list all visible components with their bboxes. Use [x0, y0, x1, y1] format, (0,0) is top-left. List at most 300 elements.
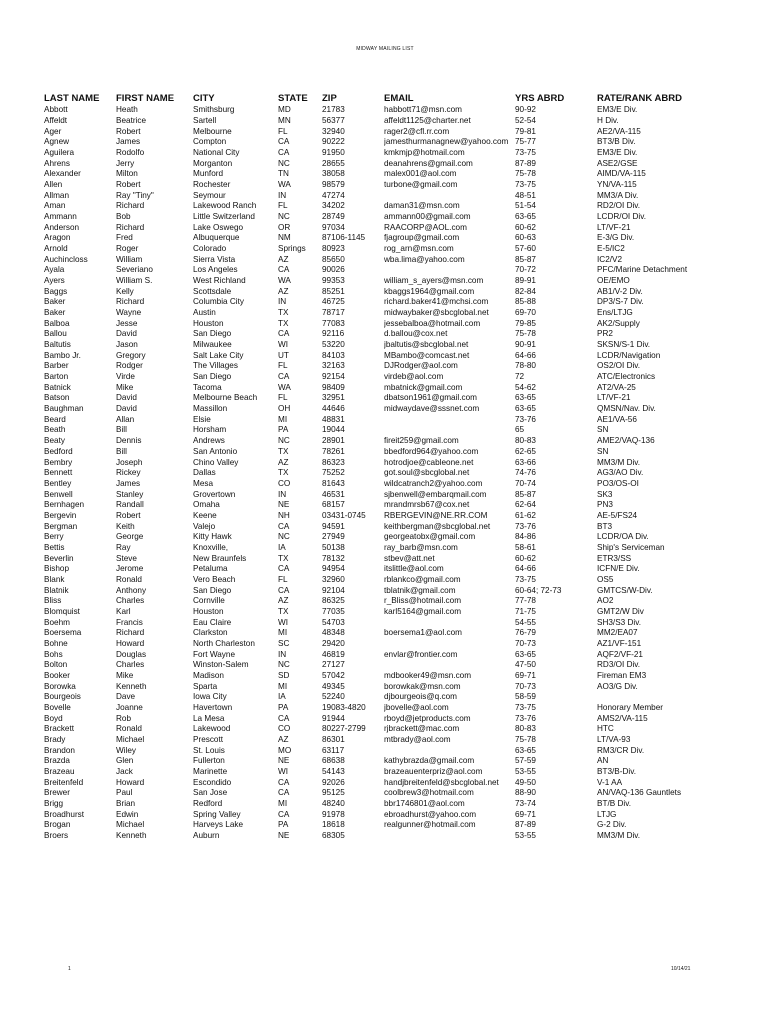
zip-cell: 28749	[322, 212, 345, 222]
yrs-abrd-cell: 63-65	[515, 745, 536, 755]
page-number: 1	[68, 966, 71, 972]
zip-cell: 57042	[322, 670, 345, 680]
first-name-cell: Milton	[116, 169, 138, 179]
city-cell: Compton	[193, 137, 227, 147]
rate-rank-cell: ETR3/SS	[597, 553, 632, 563]
first-name-cell: Jesse	[116, 318, 138, 328]
first-name-cell: James	[116, 137, 141, 147]
yrs-abrd-cell: 69-71	[515, 670, 536, 680]
state-cell: UT	[278, 350, 289, 360]
state-cell: TX	[278, 468, 289, 478]
table-row	[44, 404, 734, 415]
rate-rank-cell: Ens/LTJG	[597, 308, 633, 318]
rate-rank-cell: RD2/OI Div.	[597, 201, 641, 211]
zip-cell: 19044	[322, 425, 345, 435]
last-name-cell: Abbott	[44, 105, 68, 115]
rate-rank-cell: MM3/M Div.	[597, 457, 641, 467]
first-name-cell: Kenneth	[116, 681, 147, 691]
city-cell: San Jose	[193, 788, 228, 798]
state-cell: TN	[278, 169, 289, 179]
rate-rank-cell: RM3/CR Div.	[597, 745, 645, 755]
first-name-cell: Howard	[116, 638, 145, 648]
city-cell: Massillon	[193, 404, 228, 414]
email-cell: kmkmjp@hotmail.com	[384, 148, 465, 158]
email-cell: got.soul@sbcglobal.net	[384, 468, 470, 478]
last-name-cell: Barton	[44, 372, 69, 382]
table-row	[44, 617, 734, 628]
header-yrs-abrd: YRS ABRD	[515, 93, 565, 104]
rate-rank-cell: AE-5/FS24	[597, 510, 638, 520]
first-name-cell: Glen	[116, 756, 134, 766]
rate-rank-cell: Ship's Serviceman	[597, 542, 665, 552]
zip-cell: 68638	[322, 756, 345, 766]
first-name-cell: Fred	[116, 233, 133, 243]
city-cell: Marinette	[193, 766, 228, 776]
header-last-name: LAST NAME	[44, 93, 100, 104]
rate-rank-cell: LT/VF-21	[597, 222, 631, 232]
yrs-abrd-cell: 70-73	[515, 681, 536, 691]
rate-rank-cell: AN/VAQ-136 Gauntlets	[597, 788, 682, 798]
email-cell: realgunner@hotmail.com	[384, 820, 476, 830]
table-row	[44, 222, 734, 233]
email-cell: keithbergman@sbcglobal.net	[384, 521, 491, 531]
yrs-abrd-cell: 47-50	[515, 660, 536, 670]
yrs-abrd-cell: 64-66	[515, 350, 536, 360]
first-name-cell: George	[116, 532, 144, 542]
yrs-abrd-cell: 65	[515, 425, 525, 435]
state-cell: TX	[278, 308, 289, 318]
first-name-cell: Michael	[116, 734, 145, 744]
last-name-cell: Baker	[44, 297, 66, 307]
last-name-cell: Brewer	[44, 788, 70, 798]
zip-cell: 48831	[322, 414, 345, 424]
first-name-cell: Francis	[116, 617, 143, 627]
email-cell	[384, 745, 515, 756]
table-row	[44, 233, 734, 244]
rate-rank-cell: E-5/IC2	[597, 244, 625, 254]
zip-cell: 87106-1145	[322, 233, 366, 243]
table-row	[44, 318, 734, 329]
first-name-cell: Ronald	[116, 724, 142, 734]
zip-cell: 78717	[322, 308, 345, 318]
state-cell: NM	[278, 233, 291, 243]
last-name-cell: Baltutis	[44, 340, 71, 350]
rate-rank-cell: PO3/OS-OI	[597, 478, 639, 488]
state-cell: MI	[278, 681, 288, 691]
yrs-abrd-cell: 58-59	[515, 692, 536, 702]
email-cell: ebroadhurst@yahoo.com	[384, 809, 477, 819]
zip-cell: 32960	[322, 574, 345, 584]
city-cell: Seymour	[193, 190, 226, 200]
first-name-cell: Keith	[116, 521, 135, 531]
zip-cell: 90026	[322, 265, 345, 275]
last-name-cell: Breitenfeld	[44, 777, 84, 787]
table-row	[44, 180, 734, 191]
state-cell: AZ	[278, 457, 289, 467]
last-name-cell: Bovelle	[44, 702, 71, 712]
table-row	[44, 756, 734, 767]
email-cell: virdeb@aol.com	[384, 372, 444, 382]
yrs-abrd-cell: 85-88	[515, 297, 536, 307]
first-name-cell: Charles	[116, 596, 145, 606]
city-cell: Havertown	[193, 702, 233, 712]
first-name-cell: Richard	[116, 628, 145, 638]
table-row	[44, 372, 734, 383]
city-cell: Clarkston	[193, 628, 228, 638]
table-row	[44, 671, 734, 682]
yrs-abrd-cell: 63-65	[515, 649, 536, 659]
first-name-cell: Karl	[116, 606, 131, 616]
state-cell: FL	[278, 574, 288, 584]
zip-cell: 92154	[322, 372, 345, 382]
rate-rank-cell: Fireman EM3	[597, 670, 647, 680]
state-cell: TX	[278, 606, 289, 616]
city-cell: Los Angeles	[193, 265, 238, 275]
last-name-cell: Brigg	[44, 799, 64, 808]
zip-cell: 75252	[322, 468, 345, 478]
last-name-cell: Beaty	[44, 436, 65, 446]
zip-cell: 38058	[322, 169, 345, 179]
yrs-abrd-cell: 90-91	[515, 340, 536, 350]
rate-rank-cell: SK3	[597, 489, 613, 499]
last-name-cell: Bernhagen	[44, 500, 85, 510]
state-cell: AZ	[278, 734, 289, 744]
yrs-abrd-cell: 84-86	[515, 532, 536, 542]
email-cell: mrandmrsb67@cox.net	[384, 500, 470, 510]
last-name-cell: Bolton	[44, 660, 68, 670]
first-name-cell: Kenneth	[116, 831, 147, 841]
email-cell: rager2@cfl.rr.com	[384, 126, 450, 136]
last-name-cell: Anderson	[44, 222, 80, 232]
first-name-cell: Virde	[116, 372, 135, 382]
state-cell: Springs	[278, 244, 306, 254]
email-cell: d.ballou@cox.net	[384, 329, 448, 339]
last-name-cell: Allen	[44, 180, 63, 190]
rate-rank-cell: AE1/VA-56	[597, 414, 637, 424]
first-name-cell: James	[116, 478, 141, 488]
first-name-cell: Wiley	[116, 745, 137, 755]
city-cell: Prescott	[193, 734, 224, 744]
last-name-cell: Boehm	[44, 617, 70, 627]
yrs-abrd-cell: 70-73	[515, 638, 536, 648]
zip-cell: 50138	[322, 542, 345, 552]
city-cell: Grovertown	[193, 489, 236, 499]
zip-cell: 90222	[322, 137, 345, 147]
rate-rank-cell: OS2/OI Div.	[597, 361, 641, 371]
state-cell: CA	[278, 148, 290, 158]
email-cell: RAACORP@AOL.com	[384, 222, 467, 232]
state-cell: CO	[278, 478, 291, 488]
city-cell: Redford	[193, 799, 223, 808]
yrs-abrd-cell: 60-62	[515, 553, 536, 563]
city-cell: Cornville	[193, 596, 225, 606]
table-row	[44, 511, 734, 522]
city-cell: Kitty Hawk	[193, 532, 232, 542]
table-row	[44, 436, 734, 447]
email-cell: bbedford964@yahoo.com	[384, 446, 479, 456]
rate-rank-cell: AQF2/VF-21	[597, 649, 643, 659]
first-name-cell: Anthony	[116, 585, 147, 595]
first-name-cell: Richard	[116, 297, 145, 307]
city-cell: San Diego	[193, 372, 232, 382]
table-row	[44, 116, 734, 127]
yrs-abrd-cell: 75-78	[515, 169, 536, 179]
rate-rank-cell: AG3/AO Div.	[597, 468, 644, 478]
zip-cell: 63117	[322, 745, 345, 755]
rate-rank-cell: V-1 AA	[597, 777, 623, 787]
first-name-cell: Allan	[116, 414, 135, 424]
email-cell: affeldt1125@charter.net	[384, 116, 471, 125]
state-cell: SD	[278, 670, 290, 680]
rate-rank-cell: E-3/G Div.	[597, 233, 635, 243]
state-cell: AZ	[278, 596, 289, 606]
city-cell: Valejo	[193, 521, 216, 531]
city-cell: Sartell	[193, 116, 217, 125]
state-cell: MI	[278, 414, 288, 424]
yrs-abrd-cell: 79-85	[515, 318, 536, 328]
table-row	[44, 190, 734, 201]
first-name-cell: Richard	[116, 201, 145, 211]
state-cell: MI	[278, 628, 288, 638]
rate-rank-cell: QMSN/Nav. Div.	[597, 404, 656, 414]
rate-rank-cell: LCDR/OI Div.	[597, 212, 646, 222]
last-name-cell: Bourgeois	[44, 692, 81, 702]
first-name-cell: Paul	[116, 788, 133, 798]
table-row	[44, 607, 734, 618]
yrs-abrd-cell: 62-65	[515, 446, 536, 456]
last-name-cell: Berry	[44, 532, 64, 542]
state-cell: PA	[278, 702, 289, 712]
zip-cell: 99353	[322, 276, 345, 286]
city-cell: Fullerton	[193, 756, 225, 766]
table-row	[44, 105, 734, 116]
zip-cell: 81643	[322, 478, 345, 488]
city-cell: Morganton	[193, 158, 233, 168]
email-cell: richard.baker41@mchsi.com	[384, 297, 489, 307]
email-cell: georgeatobx@gmail.com	[384, 532, 476, 542]
rate-rank-cell: BT3/B-Div.	[597, 766, 636, 776]
city-cell: Sparta	[193, 681, 218, 691]
zip-cell: 32940	[322, 126, 345, 136]
yrs-abrd-cell: 88-90	[515, 788, 536, 798]
last-name-cell: Bentley	[44, 478, 72, 488]
city-cell: Little Switzerland	[193, 212, 255, 222]
table-row	[44, 457, 734, 468]
table-row	[44, 382, 734, 393]
zip-cell: 91978	[322, 809, 345, 819]
city-cell: Madison	[193, 670, 224, 680]
email-cell: sjbenwell@embarqmail.com	[384, 489, 487, 499]
table-row	[44, 479, 734, 490]
zip-cell: 03431-0745	[322, 510, 366, 520]
rate-rank-cell: GMT2/W Div	[597, 606, 644, 616]
state-cell: FL	[278, 126, 288, 136]
yrs-abrd-cell: 79-81	[515, 126, 536, 136]
city-cell: Auburn	[193, 831, 220, 841]
zip-cell: 56377	[322, 116, 345, 125]
state-cell: NC	[278, 436, 290, 446]
email-cell	[384, 831, 515, 842]
first-name-cell: William	[116, 254, 143, 264]
state-cell: NC	[278, 532, 290, 542]
zip-cell: 92104	[322, 585, 345, 595]
yrs-abrd-cell: 49-50	[515, 777, 536, 787]
email-cell: itslittle@aol.com	[384, 564, 444, 574]
email-cell: wildcatranch2@yahoo.com	[384, 478, 483, 488]
email-cell: deanahrens@gmail.com	[384, 158, 473, 168]
yrs-abrd-cell: 75-78	[515, 734, 536, 744]
table-row	[44, 532, 734, 543]
last-name-cell: Brady	[44, 734, 66, 744]
city-cell: Winston-Salem	[193, 660, 249, 670]
zip-cell: 54703	[322, 617, 345, 627]
first-name-cell: Mike	[116, 670, 134, 680]
yrs-abrd-cell: 74-76	[515, 468, 536, 478]
yrs-abrd-cell: 48-51	[515, 190, 536, 200]
yrs-abrd-cell: 64-66	[515, 564, 536, 574]
yrs-abrd-cell: 87-89	[515, 158, 536, 168]
email-cell: kbaggs1964@gmail.com	[384, 286, 475, 296]
last-name-cell: Brazda	[44, 756, 70, 766]
first-name-cell: Dave	[116, 692, 136, 702]
first-name-cell: David	[116, 329, 137, 339]
table-row	[44, 276, 734, 287]
city-cell: West Richland	[193, 276, 246, 286]
state-cell: IN	[278, 297, 287, 307]
email-cell: mtbrady@aol.com	[384, 734, 451, 744]
yrs-abrd-cell: 73-76	[515, 713, 536, 723]
city-cell: Columbia City	[193, 297, 244, 307]
state-cell: IN	[278, 489, 287, 499]
last-name-cell: Ager	[44, 126, 62, 136]
yrs-abrd-cell: 73-74	[515, 799, 536, 808]
email-cell: bbr1746801@aol.com	[384, 799, 465, 808]
rate-rank-cell: AME2/VAQ-136	[597, 436, 655, 446]
last-name-cell: Ayers	[44, 276, 65, 286]
zip-cell: 78132	[322, 553, 345, 563]
rate-rank-cell: AMS2/VA-115	[597, 713, 648, 723]
last-name-cell: Ahrens	[44, 158, 70, 168]
first-name-cell: Jack	[116, 766, 133, 776]
zip-cell: 49345	[322, 681, 345, 691]
zip-cell: 46531	[322, 489, 345, 499]
yrs-abrd-cell: 75-77	[515, 137, 536, 147]
table-row	[44, 820, 734, 831]
table-row	[44, 660, 734, 671]
zip-cell: 54143	[322, 766, 345, 776]
first-name-cell: Jason	[116, 340, 138, 350]
yrs-abrd-cell: 57-59	[515, 756, 536, 766]
rate-rank-cell: ASE2/GSE	[597, 158, 638, 168]
table-row	[44, 297, 734, 308]
zip-cell: 29420	[322, 638, 345, 648]
state-cell: CA	[278, 137, 290, 147]
rate-rank-cell: SN	[597, 425, 609, 435]
first-name-cell: Robert	[116, 180, 141, 190]
first-name-cell: Heath	[116, 105, 138, 115]
yrs-abrd-cell: 63-65	[515, 212, 536, 222]
first-name-cell: Douglas	[116, 649, 147, 659]
email-cell: ammann00@gmail.com	[384, 212, 471, 222]
email-cell: rblankco@gmail.com	[384, 574, 461, 584]
zip-cell: 80923	[322, 244, 345, 254]
last-name-cell: Agnew	[44, 137, 70, 147]
city-cell: Scottsdale	[193, 286, 232, 296]
city-cell: Keene	[193, 510, 217, 520]
city-cell: Melbourne Beach	[193, 393, 258, 403]
rate-rank-cell: GMTCS/W-Div.	[597, 585, 653, 595]
first-name-cell: Beatrice	[116, 116, 147, 125]
zip-cell: 18618	[322, 820, 345, 830]
yrs-abrd-cell: 75-78	[515, 329, 536, 339]
email-cell: djbourgeois@q.com	[384, 692, 457, 702]
first-name-cell: William S.	[116, 276, 153, 286]
yrs-abrd-cell: 61-62	[515, 510, 536, 520]
zip-cell: 86301	[322, 734, 345, 744]
city-cell: Horsham	[193, 425, 227, 435]
state-cell: PA	[278, 425, 289, 435]
rate-rank-cell: AZ1/VF-151	[597, 638, 642, 648]
email-cell	[384, 660, 515, 671]
rate-rank-cell: LT/VA-93	[597, 734, 631, 744]
table-row	[44, 649, 734, 660]
table-row	[44, 777, 734, 788]
table-row	[44, 286, 734, 297]
email-cell: tblatnik@gmail.com	[384, 585, 456, 595]
city-cell: St. Louis	[193, 745, 225, 755]
zip-cell: 98409	[322, 382, 345, 392]
last-name-cell: Affeldt	[44, 116, 68, 125]
last-name-cell: Ayala	[44, 265, 65, 275]
email-cell: malex001@aol.com	[384, 169, 457, 179]
email-cell: fireit259@gmail.com	[384, 436, 459, 446]
table-row	[44, 681, 734, 692]
yrs-abrd-cell: 53-55	[515, 766, 536, 776]
state-cell: OR	[278, 222, 291, 232]
last-name-cell: Brogan	[44, 820, 71, 830]
table-row	[44, 126, 734, 137]
rate-rank-cell: IC2/V2	[597, 254, 623, 264]
rate-rank-cell: PR2	[597, 329, 613, 339]
table-row	[44, 201, 734, 212]
city-cell: Milwaukee	[193, 340, 232, 350]
rate-rank-cell: OS5	[597, 574, 614, 584]
yrs-abrd-cell: 85-87	[515, 489, 536, 499]
table-row	[44, 308, 734, 319]
rate-rank-cell: H Div.	[597, 116, 619, 125]
table-row	[44, 692, 734, 703]
zip-cell: 94591	[322, 521, 345, 531]
last-name-cell: Arnold	[44, 244, 68, 254]
last-name-cell: Ballou	[44, 329, 67, 339]
city-cell: Sierra Vista	[193, 254, 236, 264]
last-name-cell: Borowka	[44, 681, 76, 691]
email-cell: borowkak@msn.com	[384, 681, 461, 691]
city-cell: Harveys Lake	[193, 820, 244, 830]
yrs-abrd-cell: 80-83	[515, 724, 536, 734]
email-cell: dbatson1961@gmail.com	[384, 393, 477, 403]
first-name-cell: Bob	[116, 212, 131, 222]
yrs-abrd-cell: 70-74	[515, 478, 536, 488]
state-cell: NE	[278, 756, 290, 766]
first-name-cell: Gregory	[116, 350, 146, 360]
document-title: MIDWAY MAILING LIST	[356, 46, 414, 52]
state-cell: OH	[278, 404, 291, 414]
last-name-cell: Blomquist	[44, 606, 80, 616]
last-name-cell: Bliss	[44, 596, 62, 606]
rate-rank-cell: AT2/VA-25	[597, 382, 636, 392]
zip-cell: 28901	[322, 436, 345, 446]
